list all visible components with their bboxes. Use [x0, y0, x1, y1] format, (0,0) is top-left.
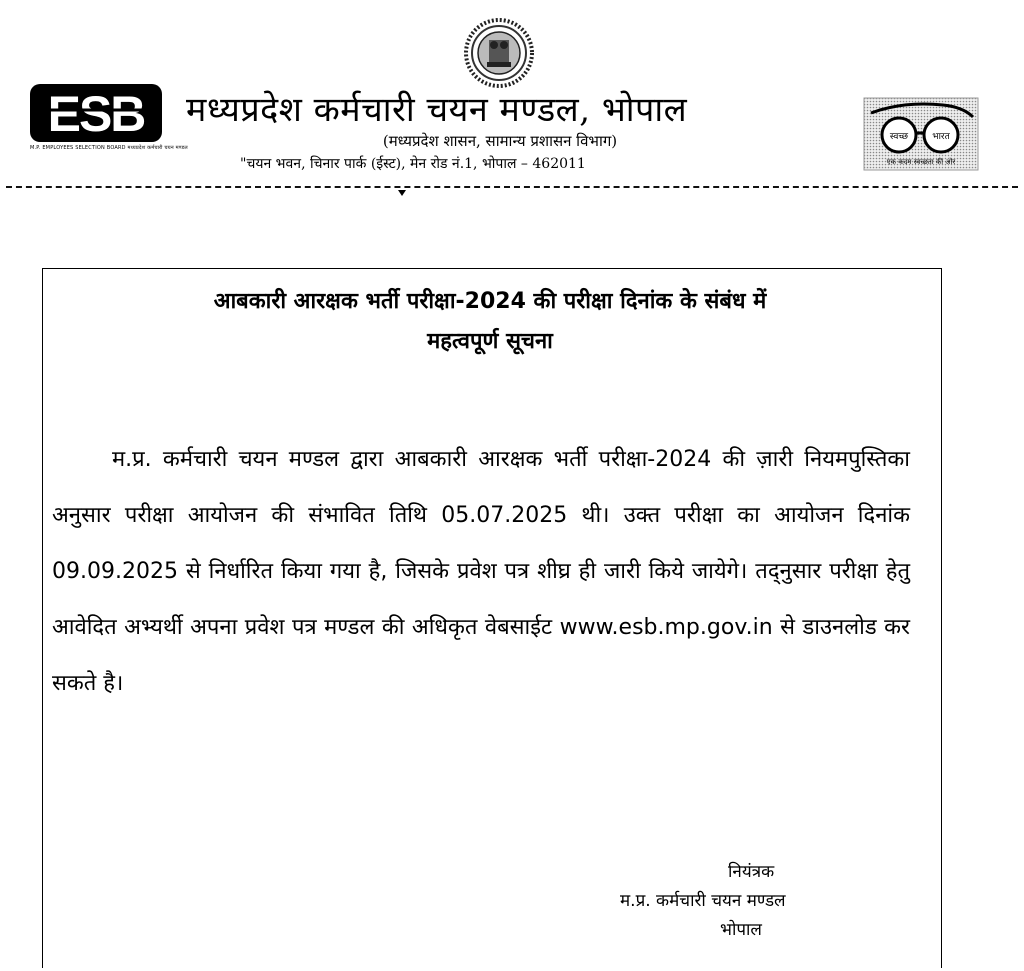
swachh-right-lens: भारत [932, 132, 950, 142]
header-title: मध्यप्रदेश कर्मचारी चयन मण्डल, भोपाल [186, 90, 688, 130]
header-address: "चयन भवन, चिनार पार्क (ईस्ट), मेन रोड नं.1, भोपाल – 462011 [240, 156, 586, 172]
swachh-left-lens: स्वच्छ [889, 132, 909, 142]
header-divider [6, 186, 1018, 188]
swachh-bharat-logo [863, 97, 979, 171]
signature-city: भोपाल [720, 920, 762, 940]
esb-logo-mark [28, 82, 164, 144]
swachh-caption: एक कदम स्वच्छता की ओर [886, 158, 956, 166]
esb-logo-text: ESB [47, 86, 145, 142]
signature-organization: म.प्र. कर्मचारी चयन मण्डल [620, 891, 786, 911]
header-subtitle: (मध्यप्रदेश शासन, सामान्य प्रशासन विभाग) [382, 132, 618, 150]
notice-title [60, 282, 920, 362]
notice-title-line2: महत्वपूर्ण सूचना [427, 329, 553, 354]
esb-logo [28, 82, 188, 158]
signature-designation: नियंत्रक [728, 862, 775, 882]
signature-block [560, 858, 940, 945]
notice-title-line1: आबकारी आरक्षक भर्ती परीक्षा-2024 की परीक्षा दिनांक के संबंध में [213, 289, 767, 314]
state-emblem-icon [456, 18, 542, 88]
divider-marker [398, 190, 406, 196]
notice-body: म.प्र. कर्मचारी चयन मण्डल द्वारा आबकारी आरक्षक भर्ती परीक्षा-2024 की ज़ारी नियमपुस्तिका अनुसार परीक्षा आयोजन की संभावित तिथि 05.07.2025 थी। उक्त परीक्षा का आयोजन दिनांक 09.09.2025 से निर्धारित किया गया है, जिसके प्रवेश पत्र शीघ्र ही जारी किये जायेगे। तद्नुसार परीक्षा हेतु आवेदित अभ्यर्थी अपना प्रवेश पत्र मण्डल की अधिकृत वेबसाईट www.esb.mp.gov.in से डाउनलोड कर सकते है। [52, 447, 910, 696]
esb-logo-caption: M.P. EMPLOYEES SELECTION BOARD मध्यप्रदेश कर्मचारी चयन मण्डल [30, 145, 188, 151]
